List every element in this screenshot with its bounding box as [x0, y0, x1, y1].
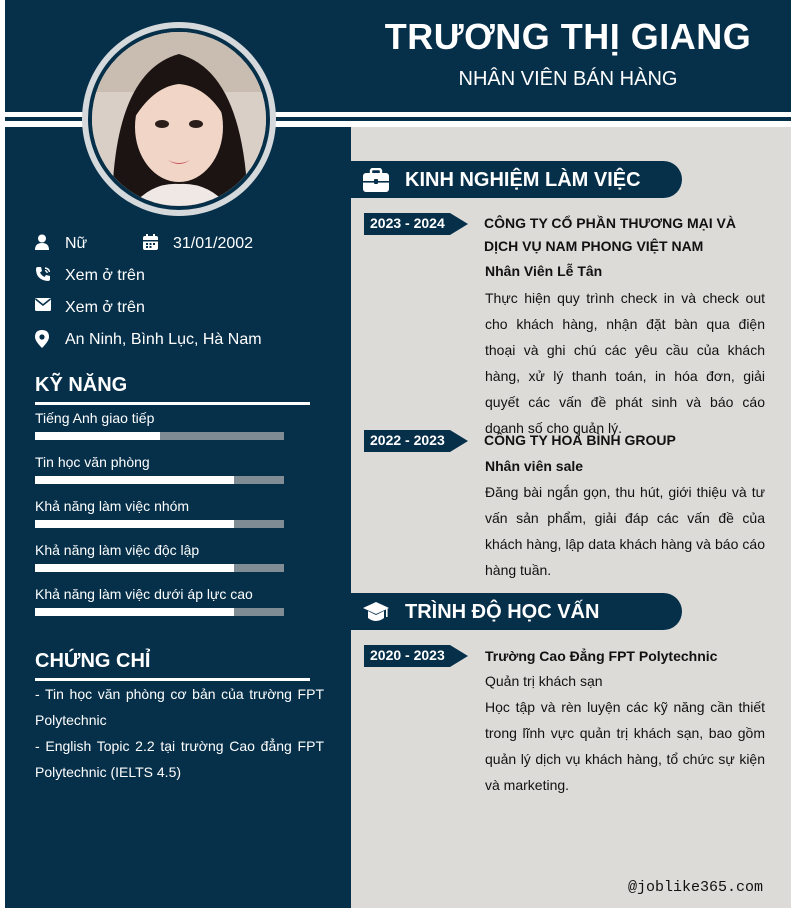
phone-icon: [35, 266, 55, 286]
skill-bar-fill: [35, 608, 234, 616]
education-heading: TRÌNH ĐỘ HỌC VẤN: [405, 601, 600, 623]
watermark: @joblike365.com: [627, 879, 763, 896]
contact-email: [35, 298, 145, 318]
calendar-icon: [143, 234, 163, 254]
education-description: Học tập và rèn luyện các kỹ năng cần thiết trong lĩnh vực quản trị khách sạn, bao gồm quản lý dịch vụ khách hàng, tổ chức sự kiện và marketing.: [485, 699, 765, 793]
skill-bar-fill: [35, 476, 234, 484]
skill-bar: [35, 608, 284, 616]
skill-bar-fill: [35, 564, 234, 572]
skill-bar-fill: [35, 432, 160, 440]
email-value: Xem ở trên: [65, 299, 145, 316]
address-value: An Ninh, Bình Lục, Hà Nam: [65, 331, 262, 348]
skill-bar: [35, 564, 284, 572]
experience-company: CÔNG TY HOÀ BÌNH GROUP: [484, 432, 676, 448]
skills-heading-rule: [35, 402, 310, 405]
experience-company: CÔNG TY CỔ PHẦN THƯƠNG MẠI VÀ DỊCH VỤ NAM PHONG VIỆT NAM: [484, 215, 736, 254]
skill-bar: [35, 476, 284, 484]
education-section-header: [351, 593, 682, 630]
skills-heading: KỸ NĂNG: [35, 374, 128, 396]
phone-value: Xem ở trên: [65, 267, 145, 284]
experience-role: Nhân viên sale: [485, 458, 584, 474]
experience-description: Đăng bài ngắn gọn, thu hút, giới thiệu và tư vấn sản phẩm, giải đáp các vấn đề của khách hàng, lập data khách hàng và báo cáo hàng tuần.: [485, 484, 765, 578]
skill-label: Tiếng Anh giao tiếp: [35, 410, 155, 426]
education-period: 2020 - 2023: [370, 647, 445, 663]
skill-label: Khả năng làm việc dưới áp lực cao: [35, 586, 253, 602]
skill-bar: [35, 520, 284, 528]
candidate-job-title: NHÂN VIÊN BÁN HÀNG: [458, 68, 678, 90]
skill-label: Tin học văn phòng: [35, 454, 150, 470]
contact-gender: [35, 234, 87, 254]
certificates-heading: CHỨNG CHỈ: [35, 650, 151, 672]
experience-period: 2023 - 2024: [370, 215, 445, 231]
experience-section-header: [351, 161, 682, 198]
experience-period-tag: [364, 430, 468, 452]
skill-label: Khả năng làm việc độc lập: [35, 542, 200, 558]
user-icon: [35, 234, 55, 254]
experience-period: 2022 - 2023: [370, 432, 445, 448]
graduation-cap-icon: [363, 600, 389, 624]
education-school: Trường Cao Đẳng FPT Polytechnic: [485, 648, 718, 664]
avatar: [92, 32, 266, 206]
skill-bar-fill: [35, 520, 234, 528]
gender-value: Nữ: [65, 235, 88, 252]
location-pin-icon: [35, 330, 55, 350]
experience-period-tag: [364, 213, 468, 235]
experience-description: Thực hiện quy trình check in và check out cho khách hàng, nhận đặt bàn qua điện thoại và ghi chú các yêu cầu của khách hàng, xử lý thanh toán, in hóa đơn, giải quyết các vấn đề phát sinh và báo cáo doanh số cho quản lý.: [485, 290, 765, 436]
skill-label: Khả năng làm việc nhóm: [35, 498, 190, 514]
education-major: Quản trị khách sạn: [485, 673, 603, 689]
experience-role: Nhân Viên Lễ Tân: [485, 263, 603, 279]
contact-address: [35, 330, 262, 350]
certificate-item: - English Topic 2.2 tại trường Cao đẳng FPT Polytechnic (IELTS 4.5): [35, 738, 324, 780]
certificate-item: - Tin học văn phòng cơ bản của trường FPT Polytechnic: [35, 686, 324, 728]
candidate-name: TRƯƠNG THỊ GIANG: [384, 16, 752, 57]
contact-birthdate: [143, 234, 253, 254]
skill-bar: [35, 432, 284, 440]
contact-phone: [35, 266, 145, 286]
experience-heading: KINH NGHIỆM LÀM VIỆC: [405, 169, 641, 191]
birthdate-value: 31/01/2002: [173, 235, 254, 252]
education-period-tag: [364, 645, 468, 667]
briefcase-icon: [363, 168, 389, 192]
mail-icon: [35, 298, 55, 318]
